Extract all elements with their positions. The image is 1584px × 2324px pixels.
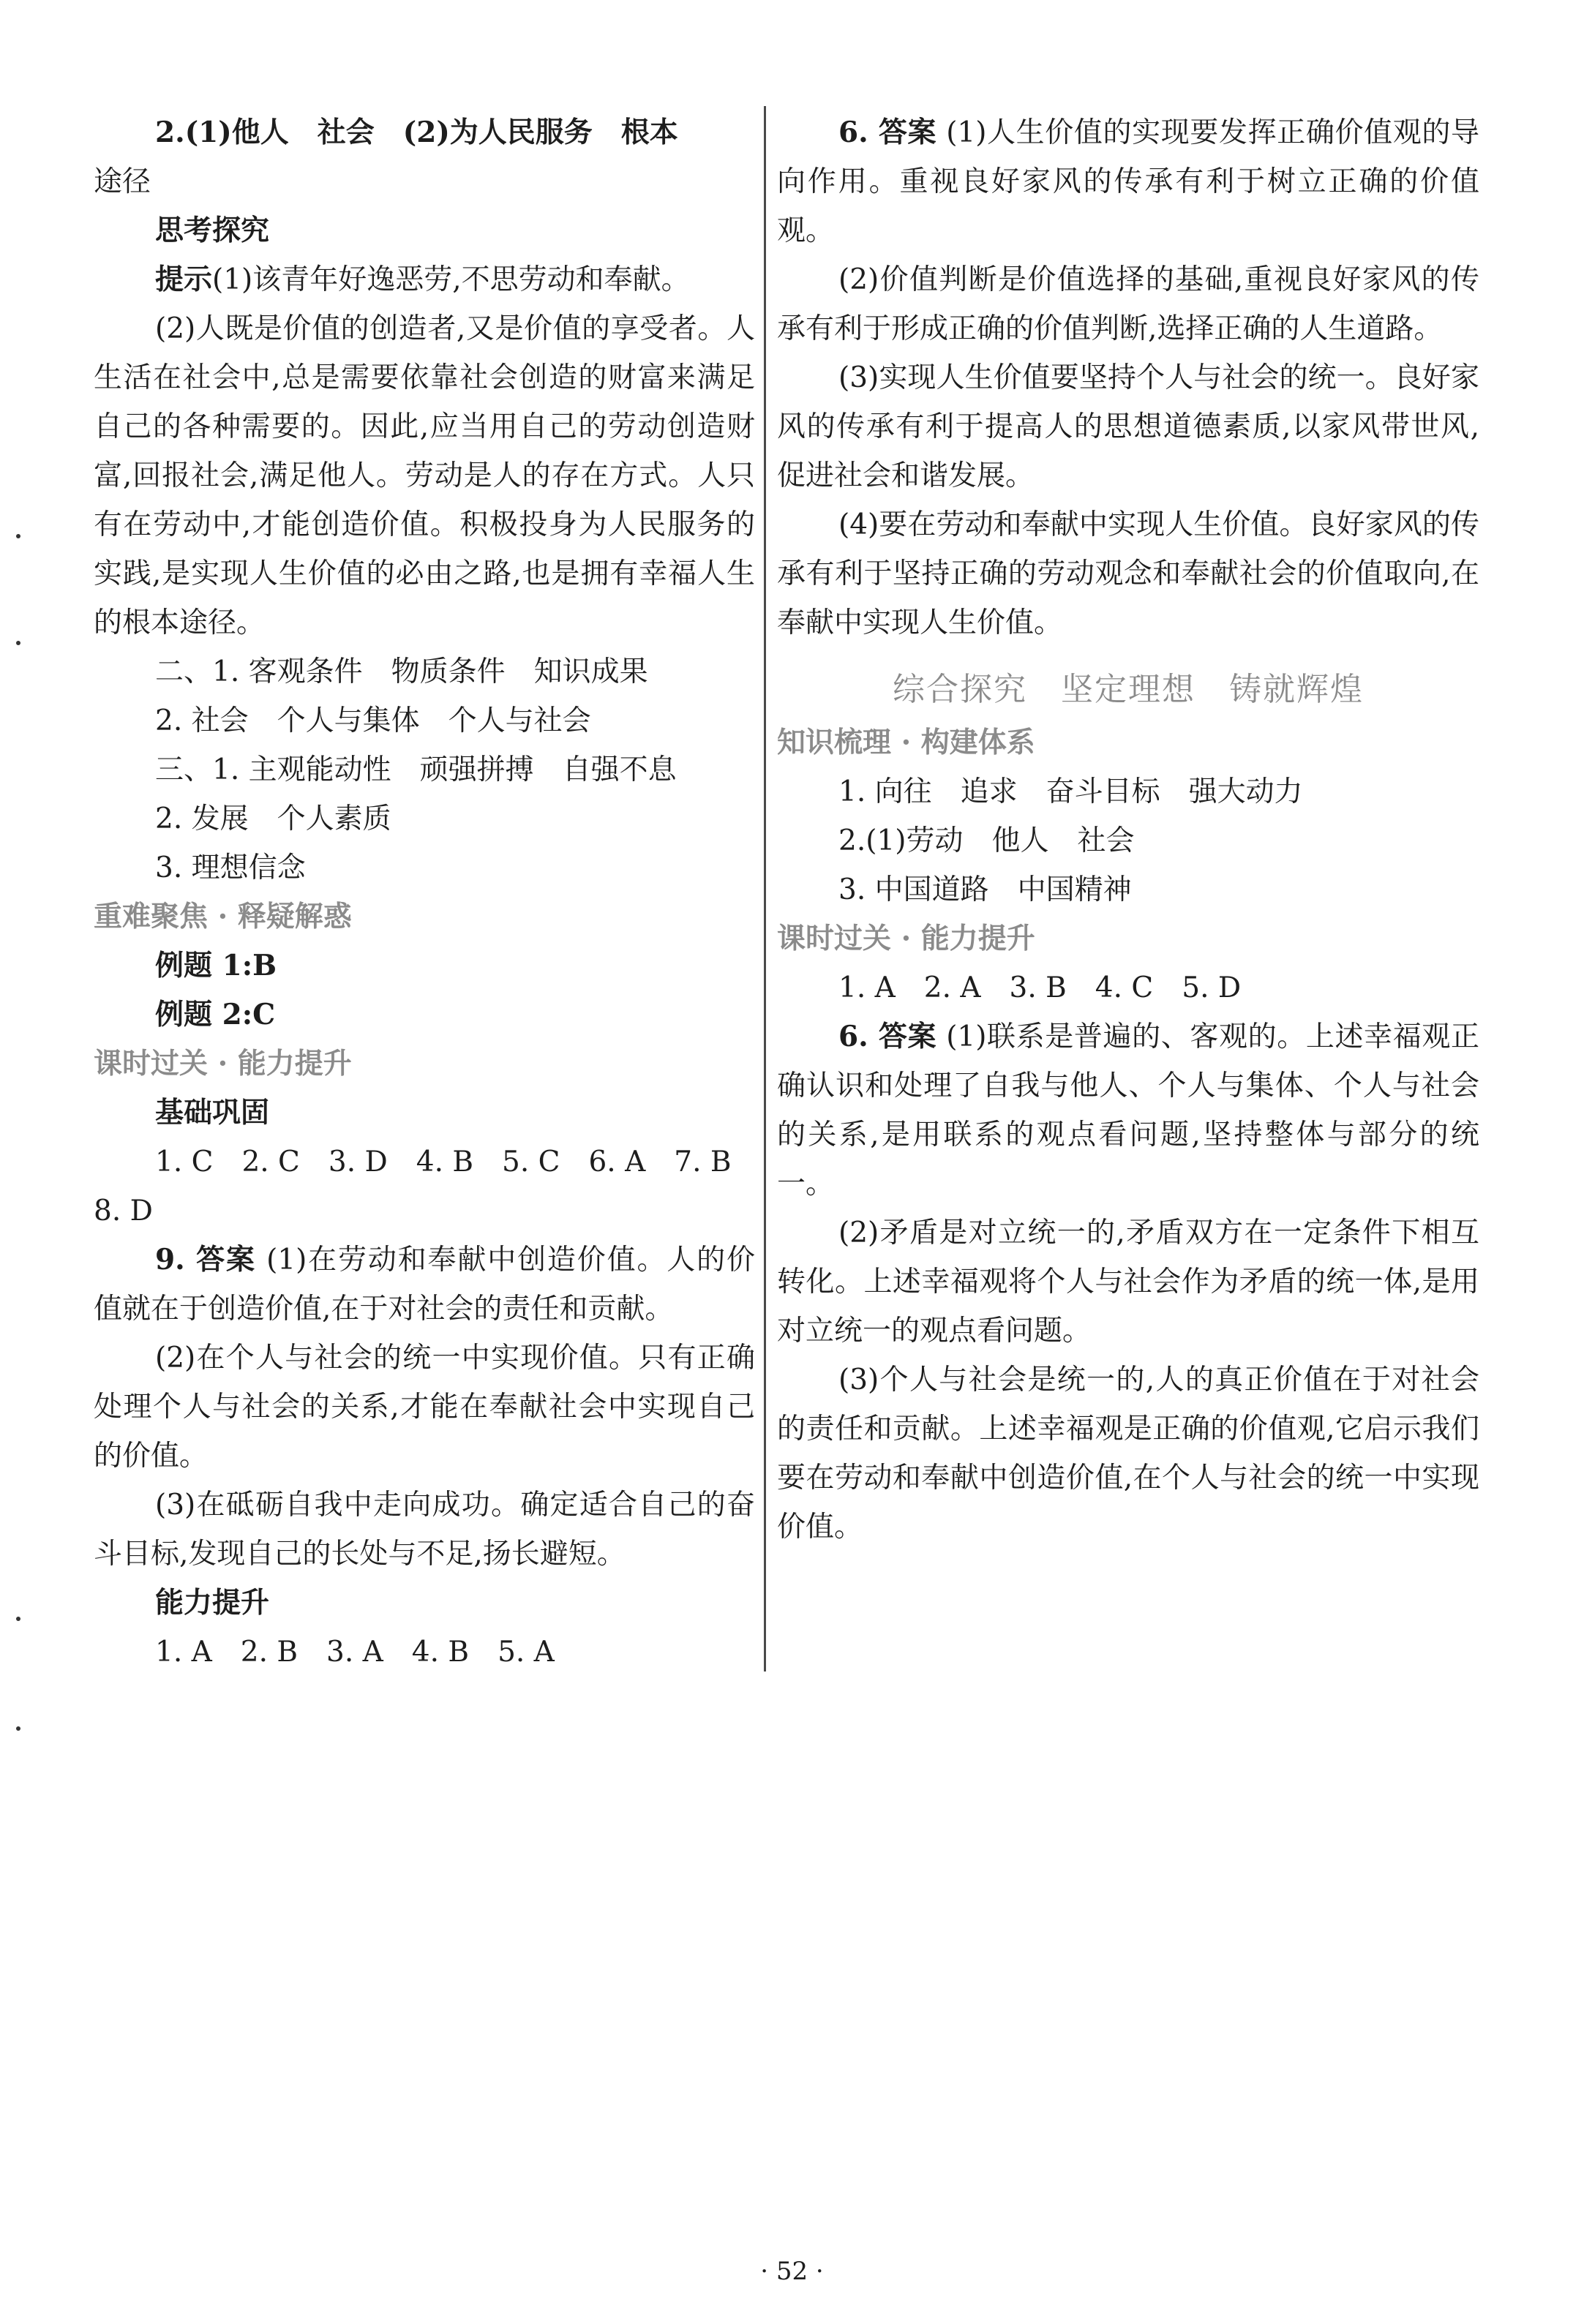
answer-paragraph (777, 1012, 1479, 1208)
scan-speck (16, 1726, 20, 1731)
subheading-ability: 能力提升 (155, 1586, 270, 1620)
answer-paragraph: (3)在砥砺自我中走向成功。确定适合自己的奋斗目标,发现自己的长处与不足,扬长避短。 (94, 1489, 755, 1571)
answer-text: (1)联系是普遍的、客观的。上述幸福观正确认识和处理了自我与他人、个人与集体、个人与社会的关系,是用联系的观点看问题,坚持整体与部分的统一。 (777, 1020, 1479, 1200)
tip-label: 提示 (155, 263, 213, 296)
answer-label: 6. 答案 (838, 116, 937, 149)
answer-paragraph (94, 1236, 755, 1334)
right-column (777, 108, 1479, 1552)
section-label: 重难聚焦 · 释疑解惑 (94, 900, 352, 933)
subheading-basic: 基础巩固 (155, 1096, 270, 1129)
answer-line: 1. 向往 追求 奋斗目标 强大动力 (838, 775, 1303, 808)
example-answer: 例题 2:C (155, 998, 276, 1031)
scan-speck (16, 534, 20, 538)
answer-paragraph: (2)在个人与社会的统一中实现价值。只有正确处理个人与社会的关系,才能在奉献社会中实现自己的价值。 (94, 1342, 755, 1473)
section-label: 课时过关 · 能力提升 (94, 1047, 352, 1080)
example-answer: 例题 1:B (155, 949, 277, 982)
answer-line: 三、1. 主观能动性 顽强拼搏 自强不息 (155, 753, 677, 786)
choice-answers: 1. A 2. B 3. A 4. B 5. A (155, 1636, 555, 1669)
answer-paragraph: (3)实现人生价值要坚持个人与社会的统一。良好家风的传承有利于提高人的思想道德素质,以家风带世风,促进社会和谐发展。 (777, 361, 1479, 492)
scan-speck (16, 641, 20, 645)
answer-line: 2. 社会 个人与集体 个人与社会 (155, 704, 591, 737)
tip-text: (1)该青年好逸恶劳,不思劳动和奉献。 (212, 263, 690, 296)
answer-text: (1)人生价值的实现要发挥正确价值观的导向作用。重视良好家风的传承有利于树立正确的价值观。 (777, 116, 1479, 247)
section-label: 知识梳理 · 构建体系 (777, 726, 1035, 759)
answer-text: (1)在劳动和奉献中创造价值。人的价值就在于创造价值,在于对社会的责任和贡献。 (94, 1244, 755, 1325)
answer-line: 3. 理想信念 (155, 851, 306, 884)
answer-paragraph (777, 108, 1479, 255)
choice-answers: 1. C 2. C 3. D 4. B 5. C 6. A 7. B (155, 1146, 732, 1178)
section-title: 综合探究 坚定理想 铸就辉煌 (893, 671, 1364, 708)
answer-line: 二、1. 客观条件 物质条件 知识成果 (155, 655, 648, 688)
paragraph: (2)人既是价值的创造者,又是价值的享受者。人生活在社会中,总是需要依靠社会创造的财富来满足自己的各种需要的。因此,应当用自己的劳动创造财富,回报社会,满足他人。劳动是人的存在方式。人只有在劳动中,才能创造价值。积极投身为人民服务的实践,是实现人生价值的必由之路,也是拥有幸福人生的根本途径。 (94, 312, 755, 639)
tip-paragraph (94, 255, 755, 304)
scan-speck (16, 1617, 20, 1621)
page-number: · 52 · (760, 2257, 824, 2286)
answer-line: 2.(1)他人 社会 (2)为人民服务 根本 (155, 116, 678, 149)
answer-line: 3. 中国道路 中国精神 (838, 873, 1132, 906)
answer-label: 6. 答案 (838, 1020, 937, 1053)
left-column (94, 108, 755, 1677)
answer-paragraph: (2)价值判断是价值选择的基础,重视良好家风的传承有利于形成正确的价值判断,选择正确的人生道路。 (777, 263, 1479, 345)
answer-paragraph: (2)矛盾是对立统一的,矛盾双方在一定条件下相互转化。上述幸福观将个人与社会作为矛盾的统一体,是用对立统一的观点看问题。 (777, 1216, 1479, 1347)
section-label: 课时过关 · 能力提升 (777, 922, 1035, 955)
answer-label: 9. 答案 (155, 1243, 256, 1276)
column-divider (764, 106, 766, 1671)
answer-paragraph: (4)要在劳动和奉献中实现人生价值。良好家风的传承有利于坚持正确的劳动观念和奉献社会的价值取向,在奉献中实现人生价值。 (777, 508, 1479, 639)
answer-paragraph: (3)个人与社会是统一的,人的真正价值在于对社会的责任和贡献。上述幸福观是正确的价值观,它启示我们要在劳动和奉献中创造价值,在个人与社会的统一中实现价值。 (777, 1364, 1479, 1543)
answer-line: 2.(1)劳动 他人 社会 (838, 824, 1135, 857)
answer-line-cont: 途径 (94, 165, 151, 198)
choice-answers: 1. A 2. A 3. B 4. C 5. D (838, 971, 1242, 1004)
subheading-think: 思考探究 (155, 214, 270, 247)
answer-line: 2. 发展 个人素质 (155, 802, 391, 835)
choice-answers-cont: 8. D (94, 1195, 153, 1227)
